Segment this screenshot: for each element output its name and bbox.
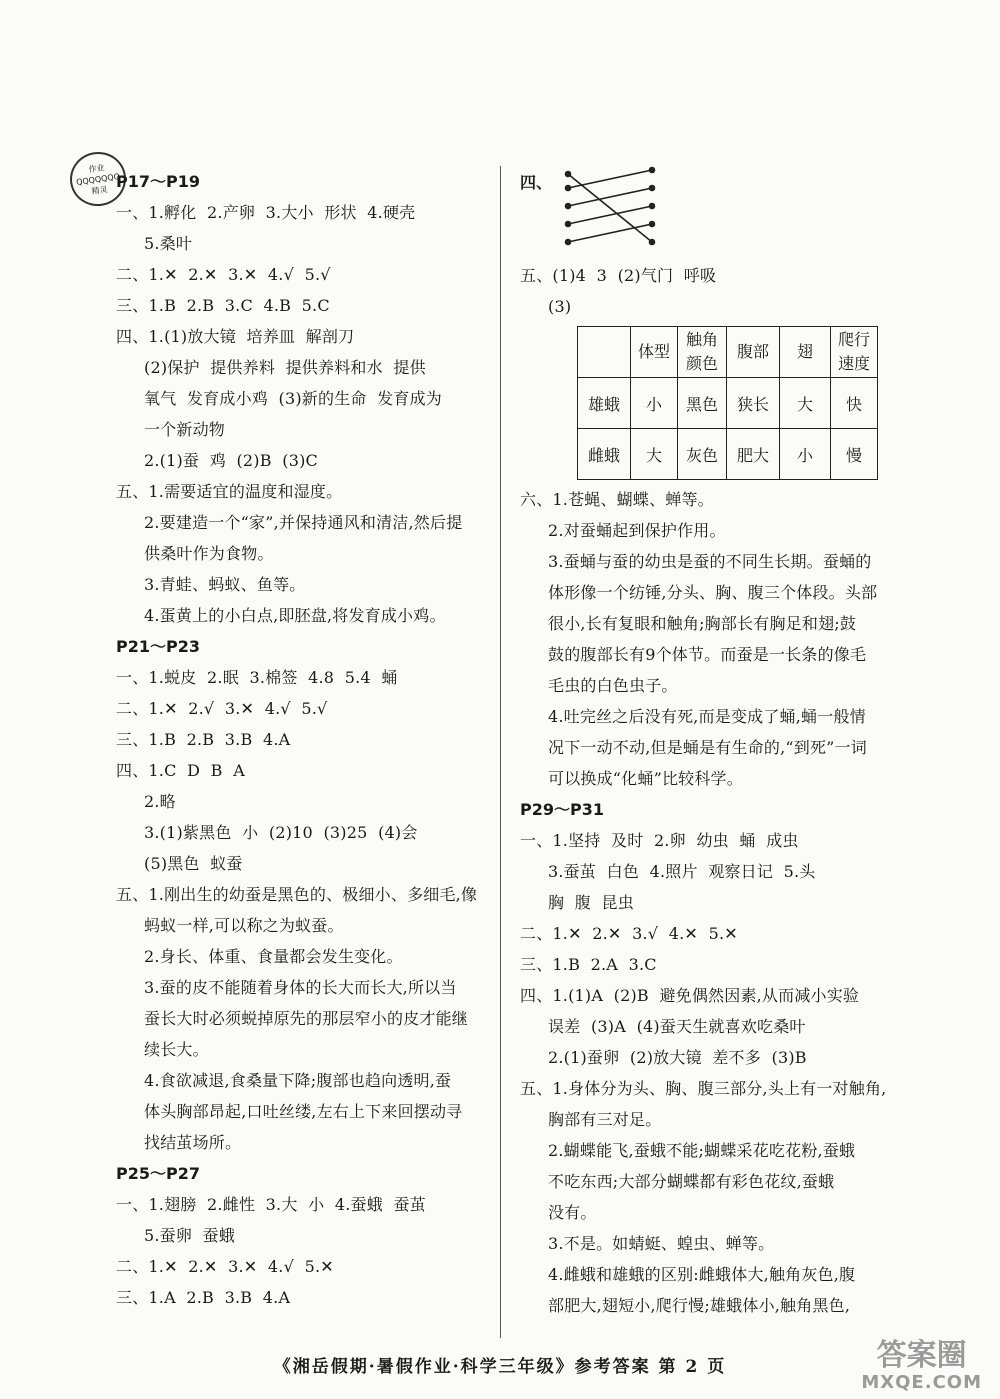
matching-diagram-label: 四、 xyxy=(520,173,553,192)
match-dot xyxy=(650,168,655,173)
table-row xyxy=(578,429,878,480)
section-heading: P21～P23 xyxy=(116,637,200,656)
answer-line: 4.吐完丝之后没有死,而是变成了蛹,蛹一般情 xyxy=(548,707,866,726)
answer-line: 很小,长有复眼和触角;胸部长有胸足和翅;鼓 xyxy=(548,614,857,633)
table-header-row xyxy=(578,327,878,378)
table-row xyxy=(578,378,878,429)
answer-line: 四、1.(1)A (2)B 避免偶然因素,从而减小实验 xyxy=(520,986,860,1005)
answer-line: 4.蛋黄上的小白点,即胚盘,将发育成小鸡。 xyxy=(144,606,446,625)
table-cell: 快 xyxy=(831,378,878,429)
table-header-cell: 触角 颜色 xyxy=(678,327,727,378)
answer-line: 二、1.✕ 2.✕ 3.✕ 4.√ 5.✕ xyxy=(116,1257,334,1276)
table-cell: 雄蛾 xyxy=(578,378,631,429)
match-dot xyxy=(566,222,571,227)
answer-line: 二、1.✕ 2.✕ 3.√ 4.✕ 5.✕ xyxy=(520,924,738,943)
answer-line: 3.蚕的皮不能随着身体的长大而长大,所以当 xyxy=(144,978,457,997)
table-cell: 黑色 xyxy=(678,378,727,429)
table-cell: 慢 xyxy=(831,429,878,480)
table-cell: 雌蛾 xyxy=(578,429,631,480)
answer-line: 5.蚕卵 蚕蛾 xyxy=(144,1226,236,1245)
answer-line: (2)保护 提供养料 提供养料和水 提供 xyxy=(144,358,426,377)
answer-line: 找结茧场所。 xyxy=(144,1133,242,1152)
answer-line: 体头胸部昂起,口吐丝缕,左右上下来回摆动寻 xyxy=(144,1102,463,1121)
match-dot xyxy=(566,172,571,177)
moth-comparison-table xyxy=(577,326,878,480)
table-header-cell: 爬行 速度 xyxy=(831,327,878,378)
left-column xyxy=(116,166,486,1313)
answer-line: 续长大。 xyxy=(144,1040,209,1059)
answer-line: 3.蚕茧 白色 4.照片 观察日记 5.头 xyxy=(548,862,816,881)
column-divider xyxy=(500,166,501,1338)
answer-line: 2.对蚕蛹起到保护作用。 xyxy=(548,521,726,540)
table-header-cell: 体型 xyxy=(631,327,678,378)
answer-line: 2.要建造一个“家”,并保持通风和清洁,然后提 xyxy=(144,513,463,532)
right-column xyxy=(520,484,890,1321)
answer-line: 二、1.✕ 2.√ 3.✕ 4.√ 5.√ xyxy=(116,699,328,718)
answer-line: 可以换成“化蛹”比较科学。 xyxy=(548,769,743,788)
answer-line: 四、1.C D B A xyxy=(116,761,245,780)
answer-line: 没有。 xyxy=(548,1203,597,1222)
answer-line: 一、1.孵化 2.产卵 3.大小 形状 4.硬壳 xyxy=(116,203,416,222)
answer-line: 一、1.翅膀 2.雌性 3.大 小 4.蚕蛾 蚕茧 xyxy=(116,1195,426,1214)
answer-line: 2.蝴蝶能飞,蚕蛾不能;蝴蝶采花吃花粉,蚕蛾 xyxy=(548,1141,856,1160)
answer-line: 况下一动不动,但是蛹是有生命的,“到死”一词 xyxy=(548,738,867,757)
answer-line: 3.不是。如蜻蜓、蝗虫、蝉等。 xyxy=(548,1234,775,1253)
match-dot xyxy=(650,240,655,245)
answer-line: 误差 (3)A (4)蚕天生就喜欢吃桑叶 xyxy=(548,1017,806,1036)
answer-line: 五、1.身体分为头、胸、腹三部分,头上有一对触角, xyxy=(520,1079,887,1098)
answer-line: (5)黑色 蚁蚕 xyxy=(144,854,243,873)
stamp-text-3: 精灵 xyxy=(90,184,109,196)
answer-line: 一个新动物 xyxy=(144,420,226,439)
answer-line: 二、1.✕ 2.✕ 3.✕ 4.√ 5.√ xyxy=(116,265,331,284)
watermark-url: MXQE.COM xyxy=(861,1372,982,1393)
answer-line: 三、1.B 2.A 3.C xyxy=(520,955,657,974)
match-line-3 xyxy=(568,188,652,206)
table-cell: 大 xyxy=(631,429,678,480)
table-cell: 狭长 xyxy=(727,378,780,429)
answer-line: 蚕长大时必须蜕掉原先的那层窄小的皮才能继 xyxy=(144,1009,469,1028)
match-dot xyxy=(650,222,655,227)
match-line-5 xyxy=(568,224,652,242)
answer-line: 四、1.(1)放大镜 培养皿 解剖刀 xyxy=(116,327,355,346)
answer-line: 4.食欲减退,食桑量下降;腹部也趋向透明,蚕 xyxy=(144,1071,452,1090)
answer-line: 五、(1)4 3 (2)气门 呼吸 xyxy=(520,266,717,285)
answer-line: 氧气 发育成小鸡 (3)新的生命 发育成为 xyxy=(144,389,442,408)
answer-line: 4.雌蛾和雄蛾的区别:雌蛾体大,触角灰色,腹 xyxy=(548,1265,856,1284)
table-cell: 小 xyxy=(780,429,831,480)
answer-line: 5.桑叶 xyxy=(144,234,193,253)
answer-line: 3.青蛙、蚂蚁、鱼等。 xyxy=(144,575,306,594)
table-cell: 小 xyxy=(631,378,678,429)
answer-line: 3.蚕蛹与蚕的幼虫是蚕的不同生长期。蚕蛹的 xyxy=(548,552,872,571)
answer-line: 三、1.B 2.B 3.C 4.B 5.C xyxy=(116,296,330,315)
answer-line: 毛虫的白色虫子。 xyxy=(548,676,678,695)
answer-line: 三、1.B 2.B 3.B 4.A xyxy=(116,730,291,749)
match-dot xyxy=(650,204,655,209)
watermark-logo xyxy=(861,1340,982,1393)
answer-line: 胸 腹 昆虫 xyxy=(548,893,634,912)
match-dot xyxy=(650,186,655,191)
answer-line: 鼓的腹部长有9个体节。而蚕是一长条的像毛 xyxy=(548,645,867,664)
matching-lines-diagram xyxy=(560,160,660,255)
watermark-title: 答案圈 xyxy=(876,1338,967,1373)
answer-line: 不吃东西;大部分蝴蝶都有彩色花纹,蚕蛾 xyxy=(548,1172,835,1191)
answer-line: 五、1.刚出生的幼蚕是黑色的、极细小、多细毛,像 xyxy=(116,885,478,904)
match-line-2 xyxy=(568,170,652,188)
answer-line: 五、1.需要适宜的温度和湿度。 xyxy=(116,482,343,501)
answer-line: 2.(1)蚕卵 (2)放大镜 差不多 (3)B xyxy=(548,1048,807,1067)
table-cell: 肥大 xyxy=(727,429,780,480)
page-footer: 《湘岳假期·暑假作业·科学三年级》参考答案 第 2 页 xyxy=(273,1357,727,1377)
section-heading: P25～P27 xyxy=(116,1164,200,1183)
section-heading: P17～P19 xyxy=(116,172,200,191)
answer-line: 2.略 xyxy=(144,792,176,811)
table-cell: 大 xyxy=(780,378,831,429)
stamp-text-2: QQQQQQQ xyxy=(75,171,121,187)
answer-line: 一、1.坚持 及时 2.卵 幼虫 蛹 成虫 xyxy=(520,831,799,850)
answer-line: 3.(1)紫黑色 小 (2)10 (3)25 (4)会 xyxy=(144,823,418,842)
match-dot xyxy=(566,240,571,245)
match-dot xyxy=(566,186,571,191)
match-dot xyxy=(566,204,571,209)
section-heading: P29～P31 xyxy=(520,800,604,819)
table-header-cell xyxy=(578,327,631,378)
table-header-cell: 腹部 xyxy=(727,327,780,378)
answer-line: 蚂蚁一样,可以称之为蚁蚕。 xyxy=(144,916,344,935)
answer-line: 供桑叶作为食物。 xyxy=(144,544,274,563)
stamp-text-1: 作业 xyxy=(87,162,106,174)
answer-line: 2.(1)蚕 鸡 (2)B (3)C xyxy=(144,451,318,470)
answer-line: 六、1.苍蝇、蝴蝶、蝉等。 xyxy=(520,490,714,509)
answer-line: 胸部有三对足。 xyxy=(548,1110,662,1129)
answer-line: 部肥大,翅短小,爬行慢;雄蛾体小,触角黑色, xyxy=(548,1296,851,1315)
answer-line: (3) xyxy=(548,297,572,316)
answer-line: 2.身长、体重、食量都会发生变化。 xyxy=(144,947,403,966)
right-column-mid xyxy=(520,260,890,322)
table-header-cell: 翅 xyxy=(780,327,831,378)
answer-line: 一、1.蜕皮 2.眠 3.棉签 4.8 5.4 蛹 xyxy=(116,668,398,687)
answer-line: 三、1.A 2.B 3.B 4.A xyxy=(116,1288,291,1307)
table-cell: 灰色 xyxy=(678,429,727,480)
answer-line: 体形像一个纺锤,分头、胸、腹三个体段。头部 xyxy=(548,583,878,602)
